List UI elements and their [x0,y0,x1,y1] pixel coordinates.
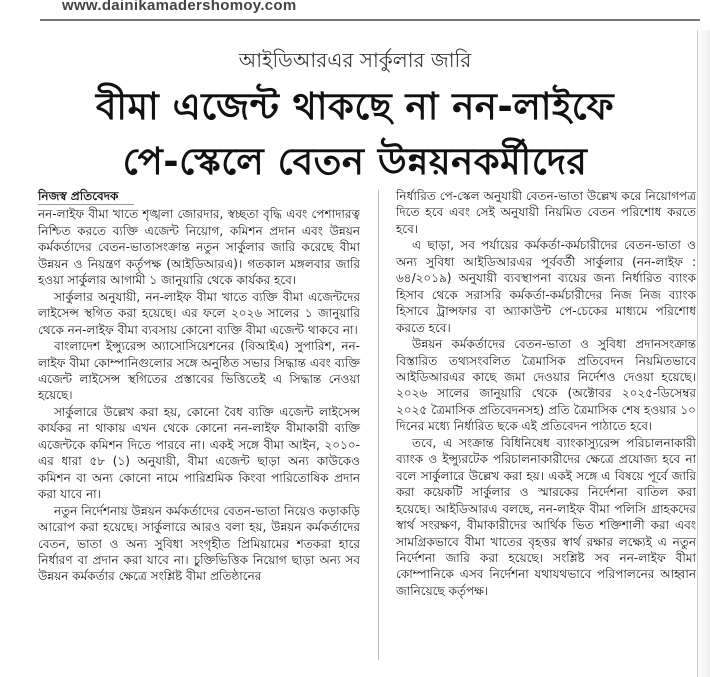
column-divider [378,190,379,660]
site-url: www.dainikamadershomoy.com [62,0,297,14]
paragraph: নন-লাইফ বীমা খাতে শৃঙ্খলা জোরদার, স্বচ্ছতা বৃদ্ধি এবং পেশাদারত্ব নিশ্চিত করতে ব্যক্তি এজেন্ট নিয়োগ, কমিশন প্রদান এবং উন্নয়ন কর্মকর্তাদের বেতন-ভাতাসংক্রান্ত নতুন সার্কুলার জারি করেছে বীমা উন্নয়ন ও নিয়ন্ত্রণ কর্তৃপক্ষ (আইডিআরএ)। গতকাল মঙ্গলবার জারি হওয়া সার্কুলার আগামী ১ জানুয়ারি থেকে কার্যকর হবে। [38,207,360,288]
paragraph: উন্নয়ন কর্মকর্তাদের বেতন-ভাতা ও সুবিধা প্রদানসংক্রান্ত বিস্তারিত তথ্যসংবলিত ত্রৈমাসিক প্রতিবেদন নিয়মিতভাবে আইডিআরএর কাছে জমা দেওয়ার নির্দেশও দেওয়া হয়েছে। ২০২৬ সালের জানুয়ারি থেকে (অক্টোবর ২০২৫-ডিসেম্বর ২০২৫ ত্রৈমাসিক প্রতিবেদনসহ) প্রতি ত্রৈমাসিক শেষ হওয়ার ১০ দিনের মধ্যে নির্ধারিত ছকে এই প্রতিবেদন পাঠাতে হবে। [396,337,696,434]
headline-line-2: পে-স্কেলে বেতন উন্নয়নকর্মীদের [122,140,588,183]
paragraph: নির্ধারিত পে-স্কেল অনুযায়ী বেতন-ভাতা উল্লেখ করে নিয়োগপত্র দিতে হবে এবং সেই অনুযায়ী নিয়মিত বেতন পরিশোধ করতে হবে। [396,189,696,236]
paragraph: বাংলাদেশ ইন্স্যুরেন্স অ্যাসোসিয়েশনের (বিআইএ) সুপারিশ, নন-লাইফ বীমা কোম্পানিগুলোর সঙ্গে অনুষ্ঠিত সভার সিদ্ধান্ত এবং ব্যক্তি এজেন্ট লাইসেন্স স্থগিতের প্রস্তাবের ভিত্তিতেই এ সিদ্ধান্ত নেওয়া হয়েছে। [38,339,360,403]
paragraph: এ ছাড়া, সব পর্যায়ের কর্মকর্তা-কর্মচারীদের বেতন-ভাতা ও অন্য সুবিধা আইডিআরএর পূর্ববর্তী সার্কুলার (নন-লাইফ : ৬৪/২০১৯) অনুযায়ী ব্যবস্থাপনা ব্যয়ের জন্য নির্ধারিত ব্যাংক হিসাব থেকে সরাসরি কর্মকর্তা-কর্মচারীদের নিজ নিজ ব্যাংক হিসাবে ট্রান্সফার বা অ্যাকাউন্ট পে-চেকের মাধ্যমে পরিশোধ করতে হবে। [396,238,696,335]
adjacent-page-edge [697,30,710,677]
article-column-right [396,188,696,599]
paragraph: সার্কুলারে উল্লেখ করা হয়, কোনো বৈধ ব্যক্তি এজেন্ট লাইসেন্স কার্যকর না থাকায় এখন থেকে কোনো নন-লাইফ বীমাকারী ব্যক্তি এজেন্টকে কমিশন দিতে পারবে না। একই সঙ্গে বীমা আইন, ২০১০-এর ধারা ৫৮ (১) অনুযায়ী, বীমা এজেন্ট ছাড়া অন্য কাউকেও কমিশন বা অন্য কোনো নামে পারিশ্রমিক কিংবা পারিতোষিক প্রদান করা যাবে না। [38,404,360,502]
byline: নিজস্ব প্রতিবেদক [38,188,134,205]
paragraph: তবে, এ সংক্রান্ত বিধিনিষেধ ব্যাংকাস্যুরেন্স পরিচালনাকারী ব্যাংক ও ইন্স্যুরটেক পরিচালনাকারীদের ক্ষেত্রে প্রযোজ্য হবে না বলে সার্কুলারে উল্লেখ করা হয়। একই সঙ্গে এ বিষয়ে পূর্বে জারি করা কয়েকটি সার্কুলার ও স্মারকের নির্দেশনা বাতিল করা হয়েছে। আইডিআরএ বলছে, নন-লাইফ বীমা পলিসি গ্রাহকদের স্বার্থ সংরক্ষণ, বীমাকারীদের আর্থিক ভিত শক্তিশালী করা এবং সামগ্রিকভাবে বীমা খাতের বৃহত্তর স্বার্থ রক্ষার লক্ষ্যেই এ নতুন নির্দেশনা জারি করা হয়েছে। সংশ্লিষ্ট সব নন-লাইফ বীমা কোম্পানিকে এসব নির্দেশনা যথাযথভাবে পরিপালনের আহ্বান জানিয়েছে কর্তৃপক্ষ। [396,435,696,598]
article-kicker: আইডিআরএর সার্কুলার জারি [238,48,472,72]
article-column-left [38,188,360,585]
top-rule [40,19,700,21]
headline-line-1: বীমা এজেন্ট থাকছে না নন-লাইফে [95,85,615,128]
paragraph: নতুন নির্দেশনায় উন্নয়ন কর্মকর্তাদের বেতন-ভাতা নিয়েও কড়াকড়ি আরোপ করা হয়েছে। সার্কুলারে আরও বলা হয়, উন্নয়ন কর্মকর্তাদের বেতন, ভাতা ও অন্য সুবিধা সংগৃহীত প্রিমিয়ামের শতকরা হারে নির্ধারণ বা প্রদান করা যাবে না। চুক্তিভিত্তিক নিয়োগ ছাড়া অন্য সব উন্নয়ন কর্মকর্তার ক্ষেত্রে সংশ্লিষ্ট বীমা প্রতিষ্ঠানের [38,503,360,584]
paragraph: সার্কুলার অনুযায়ী, নন-লাইফ বীমা খাতে ব্যক্তি বীমা এজেন্টদের লাইসেন্স স্থগিত করা হয়েছে। এর ফলে ২০২৬ সালের ১ জানুয়ারি থেকে নন-লাইফ বীমা ব্যবসায় কোনো ব্যক্তি বীমা এজেন্ট থাকবে না। [38,289,360,337]
